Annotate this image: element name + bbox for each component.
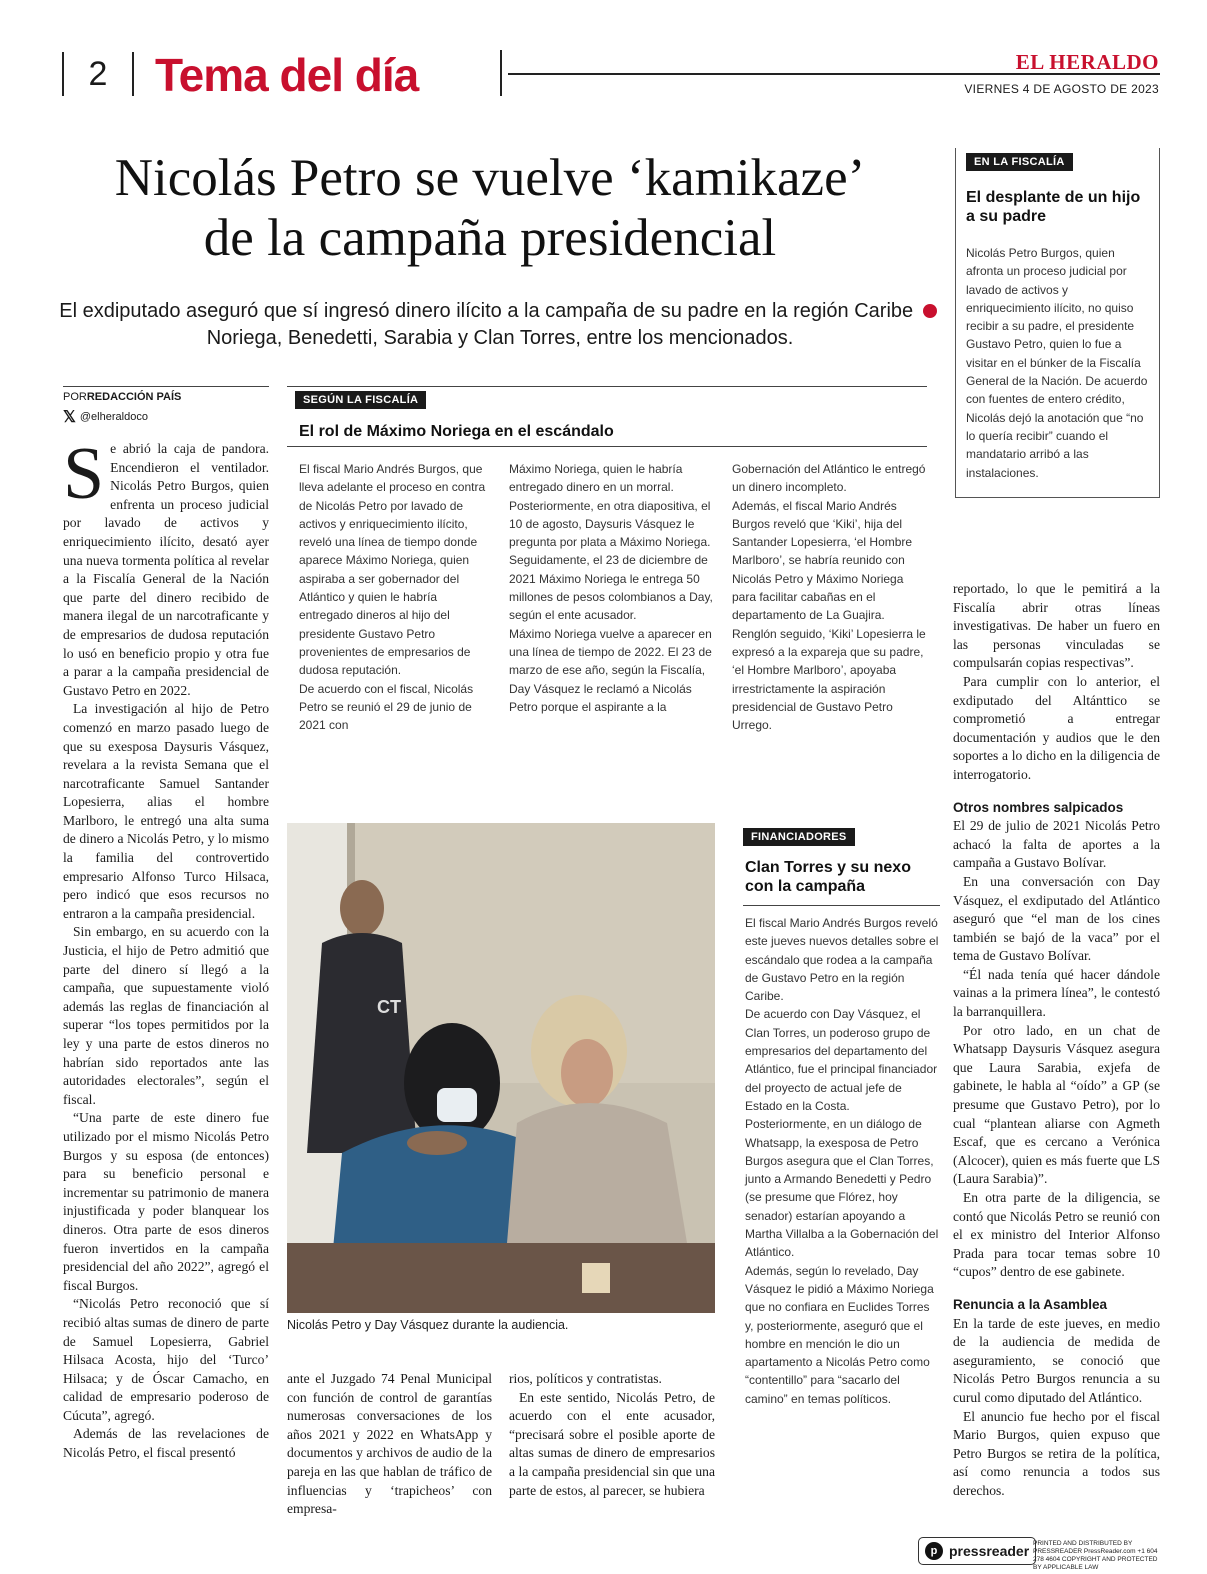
box-fiscalia-col-1: El fiscal Mario Andrés Burgos, que lleva adelante el proceso en contra de Nicolás Petro por lavado de activos y enriquecimiento ilícito, reveló una línea de tiempo donde aparece Máximo Noriega, quien aspiraba a ser gobernador del Atlántico y quien le habría entregado dineros al hijo del presidente Gustavo Petro provenientes de empresarios de dudosa reputación. De acuerdo con el fiscal, Nicolás Petro se reunió el 29 de junio de 2021 con: [299, 462, 486, 733]
body-paragraph: Además de las revelaciones de Nicolás Petro, el fiscal presentó: [63, 1426, 269, 1461]
hearing-photo: [287, 823, 715, 1313]
sidebar-tag: EN LA FISCALÍA: [966, 153, 1073, 171]
sidebar-title: El desplante de un hijo a su padre: [966, 189, 1141, 225]
header-divider: [500, 50, 502, 96]
body-paragraph: rios, políticos y contratistas.: [509, 1371, 662, 1386]
body-paragraph: ante el Juzgado 74 Penal Municipal con función de control de garantías numerosas conversaciones de los años 2021 y 2022 en WhatsApp y documentos y archivos de audio de la pareja en las que hablan de tráfico de influencias y ‘trapicheos’ con empresa-: [287, 1371, 492, 1517]
body-paragraph: El 29 de julio de 2021 Nicolás Petro achacó la falta de aportes a la campaña a Gustavo Bolívar.: [953, 818, 1160, 871]
masthead-logo: EL HERALDO: [1015, 50, 1159, 74]
body-paragraph: Sin embargo, en su acuerdo con la Justicia, el hijo de Petro admitió que parte del dinero sí llegó a la campaña, que supuestamente violó además las reglas de financiación al superar “los topes permitidos por la ley y una parte de estos dineros no habrían sido reportados ante las autoridades electorales”, según el fiscal.: [63, 924, 269, 1107]
article-column-2-bottom: [287, 1370, 492, 1519]
page-number: 2: [62, 52, 134, 96]
body-paragraph: Para cumplir con lo anterior, el exdiputado del Altánttico se comprometió a entregar documentación y audios que le den soportes a lo dicho en la diligencia de interrogatorio.: [953, 673, 1160, 782]
lead-paragraph: [63, 433, 269, 700]
drop-cap: S: [63, 433, 105, 515]
pressreader-logo: [918, 1537, 1036, 1565]
dateline: VIERNES 4 DE AGOSTO DE 2023: [964, 82, 1159, 96]
box-fiscalia-col-3: Gobernación del Atlántico le entregó un dinero incompleto. Además, el fiscal Mario Andrés Burgos reveló que ‘Kiki’, hija del Santander Lopesierra, ‘el Hombre Marlboro’, se habría reunido con Nicolás Petro y Máximo Noriega para facilitar cabañas en el departamento de La Guajira. Renglón seguido, ‘Kiki’ Lopesierra le expresó a la expareja que su padre, ‘el Hombre Marlboro’, apoyaba irrestrictamente la aspiración presidencial de Gustavo Petro Urrego.: [732, 462, 926, 733]
subheading: Otros nombres salpicados: [953, 799, 1124, 815]
sidebar-box: [955, 148, 1160, 498]
headline-line-2: de la campaña presidencial: [203, 209, 777, 267]
headline-line-1: Nicolás Petro se vuelve ‘kamikaze’: [114, 149, 866, 207]
box-fiscalia-col-2: Máximo Noriega, quien le habría entregado dinero en un morral. Posteriormente, en otra diapositiva, el 10 de agosto, Daysuris Vásquez le pregunta por plata a Máximo Noriega. Seguidamente, el 23 de diciembre de 2021 Máximo Noriega le entrega 50 millones de pesos colombianos a Day, según el ente acusador. Máximo Noriega vuelve a aparecer en una línea de tiempo de 2022. El 23 de marzo de ese año, según la Fiscalía, Day Vásquez le reclamó a Nicolás Petro porque el aspirante a la: [509, 462, 713, 714]
body-paragraph: El anuncio fue hecho por el fiscal Mario Burgos, quien expuso que Petro Burgos se retira de la política, así como renuncia a todos sus derechos.: [953, 1408, 1160, 1498]
article-column-4: [953, 580, 1160, 1501]
vest-text: CT: [377, 997, 401, 1017]
box-financiadores-tag: [743, 825, 855, 846]
byline-prefix: POR: [63, 391, 87, 403]
section-title: Tema del día: [155, 49, 419, 101]
tag-label: SEGÚN LA FISCALÍA: [295, 391, 426, 409]
bullet-dot-icon: [923, 304, 937, 318]
body-paragraph: reportado, lo que le pemitirá a la Fiscalía abrir otras líneas investigativas. De haber un fuero en las personas vinculadas se compulsarán copias respectivas”.: [953, 581, 1160, 671]
article-column-1: [63, 433, 269, 1463]
body-paragraph: “Una parte de este dinero fue utilizado por el mismo Nicolás Petro Burgos y su esposa (de entonces) para su beneficio personal e incrementar su patrimonio de manera injustificada y poder blanquear los dineros. Otra parte de esos dineros fueron invertidos en la campaña presidencial del año 2022”, agregó el fiscal Burgos.: [63, 1110, 269, 1293]
deck: [50, 298, 950, 352]
x-logo-icon: 𝕏: [63, 409, 76, 426]
box-top-rule: [287, 386, 927, 387]
body-paragraph: En la tarde de este jueves, en medio de la audiencia de medida de aseguramiento, se conoció que Nicolás Petro Burgos renuncia a su curul como diputado del Atlántico.: [953, 1315, 1160, 1405]
box-financiadores-rule: [743, 905, 940, 906]
headline: [50, 148, 930, 268]
sidebar-text: Nicolás Petro Burgos, quien afronta un proceso judicial por lavado de activos y enriquecimiento ilícito, no quiso recibir a su padre, el presidente Gustavo Petro, quien lo fue a visitar en el búnker de la Fiscalía General de la Nación. De acuerdo con fuentes de entero crédito, Nicolás dejó la anotación que “no lo quería recibir” cuando el mandatario arribó a las instalaciones.: [966, 246, 1148, 480]
body-paragraph: “Él nada tenía qué hacer dándole vainas a la primera línea”, le contestó la barranquillera.: [953, 966, 1160, 1020]
article-column-3-bottom: [509, 1370, 715, 1500]
lead-text: e abrió la caja de pandora. Encendieron el ventilador. Nicolás Petro Burgos, quien enfrenta un proceso judicial por lavado de activos y enriquecimiento ilícito, desató ayer una nueva tormenta política al revelar a la Fiscalía General de la Nación que parte del dinero recibido de manera ilegal de un narcotraficante y de empresarios de dudosa reputación lo usó en beneficio propio y otra fue a parar a la campaña presidencial de Gustavo Petro en 2022.: [63, 441, 269, 698]
pressreader-text: pressreader: [949, 1543, 1030, 1559]
box-fiscalia-tag: [295, 388, 426, 409]
box-title-rule: [287, 446, 927, 447]
body-paragraph: En una conversación con Day Vásquez, el exdiputado del Atlántico aseguró que “el man de los cines también se bajó de la vaca” por el tema de Gustavo Bolívar.: [953, 873, 1160, 964]
byline-author: REDACCIÓN PAÍS: [86, 391, 182, 403]
photo-caption: Nicolás Petro y Day Vásquez durante la audiencia.: [287, 1318, 569, 1332]
tag-label: FINANCIADORES: [743, 828, 855, 846]
box-fiscalia-title: El rol de Máximo Noriega en el escándalo: [299, 423, 614, 440]
body-paragraph: “Nicolás Petro reconoció que sí recibió altas sumas de dinero de parte de Samuel Lopesierra, Gabriel Hilsaca Acosta, hijo del ‘Turco’ Hilsaca; y de Óscar Camacho, en calidad de empresario poderoso de Cúcuta”, agregó.: [63, 1296, 269, 1423]
body-paragraph: La investigación al hijo de Petro comenzó en marzo pasado luego de que su exesposa Daysuris Vásquez, revelara a la revista Semana que el narcotraficante Samuel Santander Lopesierra, alias el hombre Marlboro, le entregó una alta suma de dinero a Nicolás Petro, y lo mismo la familia del controvertido empresario Alfonso Turco Hilsaca, pero indicó que esos recursos no entraron a la campaña presidencial.: [63, 701, 269, 921]
subheading: Renuncia a la Asamblea: [953, 1296, 1108, 1312]
distribution-notice: PRINTED AND DISTRIBUTED BY PRESSREADER PressReader.com +1 604 278 4604 COPYRIGHT AND PROTECTED BY APPLICABLE LAW: [1033, 1540, 1158, 1571]
deck-text-1: El exdiputado aseguró que sí ingresó dinero ilícito a la campaña de su padre en la región Caribe: [59, 300, 914, 322]
box-financiadores-title: Clan Torres y su nexo con la campaña: [745, 859, 911, 895]
pressreader-icon: p: [925, 1542, 943, 1560]
handle-text: @elheraldoco: [79, 411, 148, 423]
body-paragraph: En otra parte de la diligencia, se contó que Nicolás Petro se reunió con el ex ministro del Interior Alfonso Prada para tocar temas sobre 10 “cupos” dentro de ese gabinete.: [953, 1190, 1160, 1280]
social-handle: [63, 407, 148, 427]
deck-text-2: Noriega, Benedetti, Sarabia y Clan Torres, entre los mencionados.: [206, 327, 794, 349]
body-paragraph: En este sentido, Nicolás Petro, de acuerdo con el ente acusador, “precisará sobre el posible aporte de altas sumas de dinero de empresarios a la campaña presidencial sin que una parte de estos, al parecer, se hubiera: [509, 1389, 715, 1498]
byline-rule: [63, 386, 269, 387]
box-financiadores-text: El fiscal Mario Andrés Burgos reveló este jueves nuevos detalles sobre el escándalo que rodea a la campaña de Gustavo Petro en la región Caribe. De acuerdo con Day Vásquez, el Clan Torres, un poderoso grupo de empresarios del departamento del Atlántico, fue el principal financiador del proyecto de actual jefe de Estado en la Costa. Posteriormente, en un diálogo de Whatsapp, la exesposa de Petro Burgos asegura que el Clan Torres, junto a Armando Benedetti y Pedro (se presume que Flórez, hoy senador) estarían apoyando a Martha Villalba a la Gobernación del Atlántico. Además, según lo revelado, Day Vásquez le pidió a Máximo Noriega que no confiara en Euclides Torres y, posteriormente, aseguró que el hombre en mención le dio un apartamento a Nicolás Petro como “contentillo” para “sacarlo del camino” en temas políticos.: [745, 916, 939, 1406]
body-paragraph: Por otro lado, en un chat de Whatsapp Daysuris Vásquez asegura que Laura Sarabia, exjefa de gabinete, le habla al “oído” a GP (se presume que Gustavo Petro), por lo cual “plantean aliarse con Agmeth Escaf, que es cercano a Verónica (Alcocer), quien es más fuerte que LS (Laura Sarabia)”.: [953, 1022, 1160, 1187]
byline: [63, 391, 181, 403]
